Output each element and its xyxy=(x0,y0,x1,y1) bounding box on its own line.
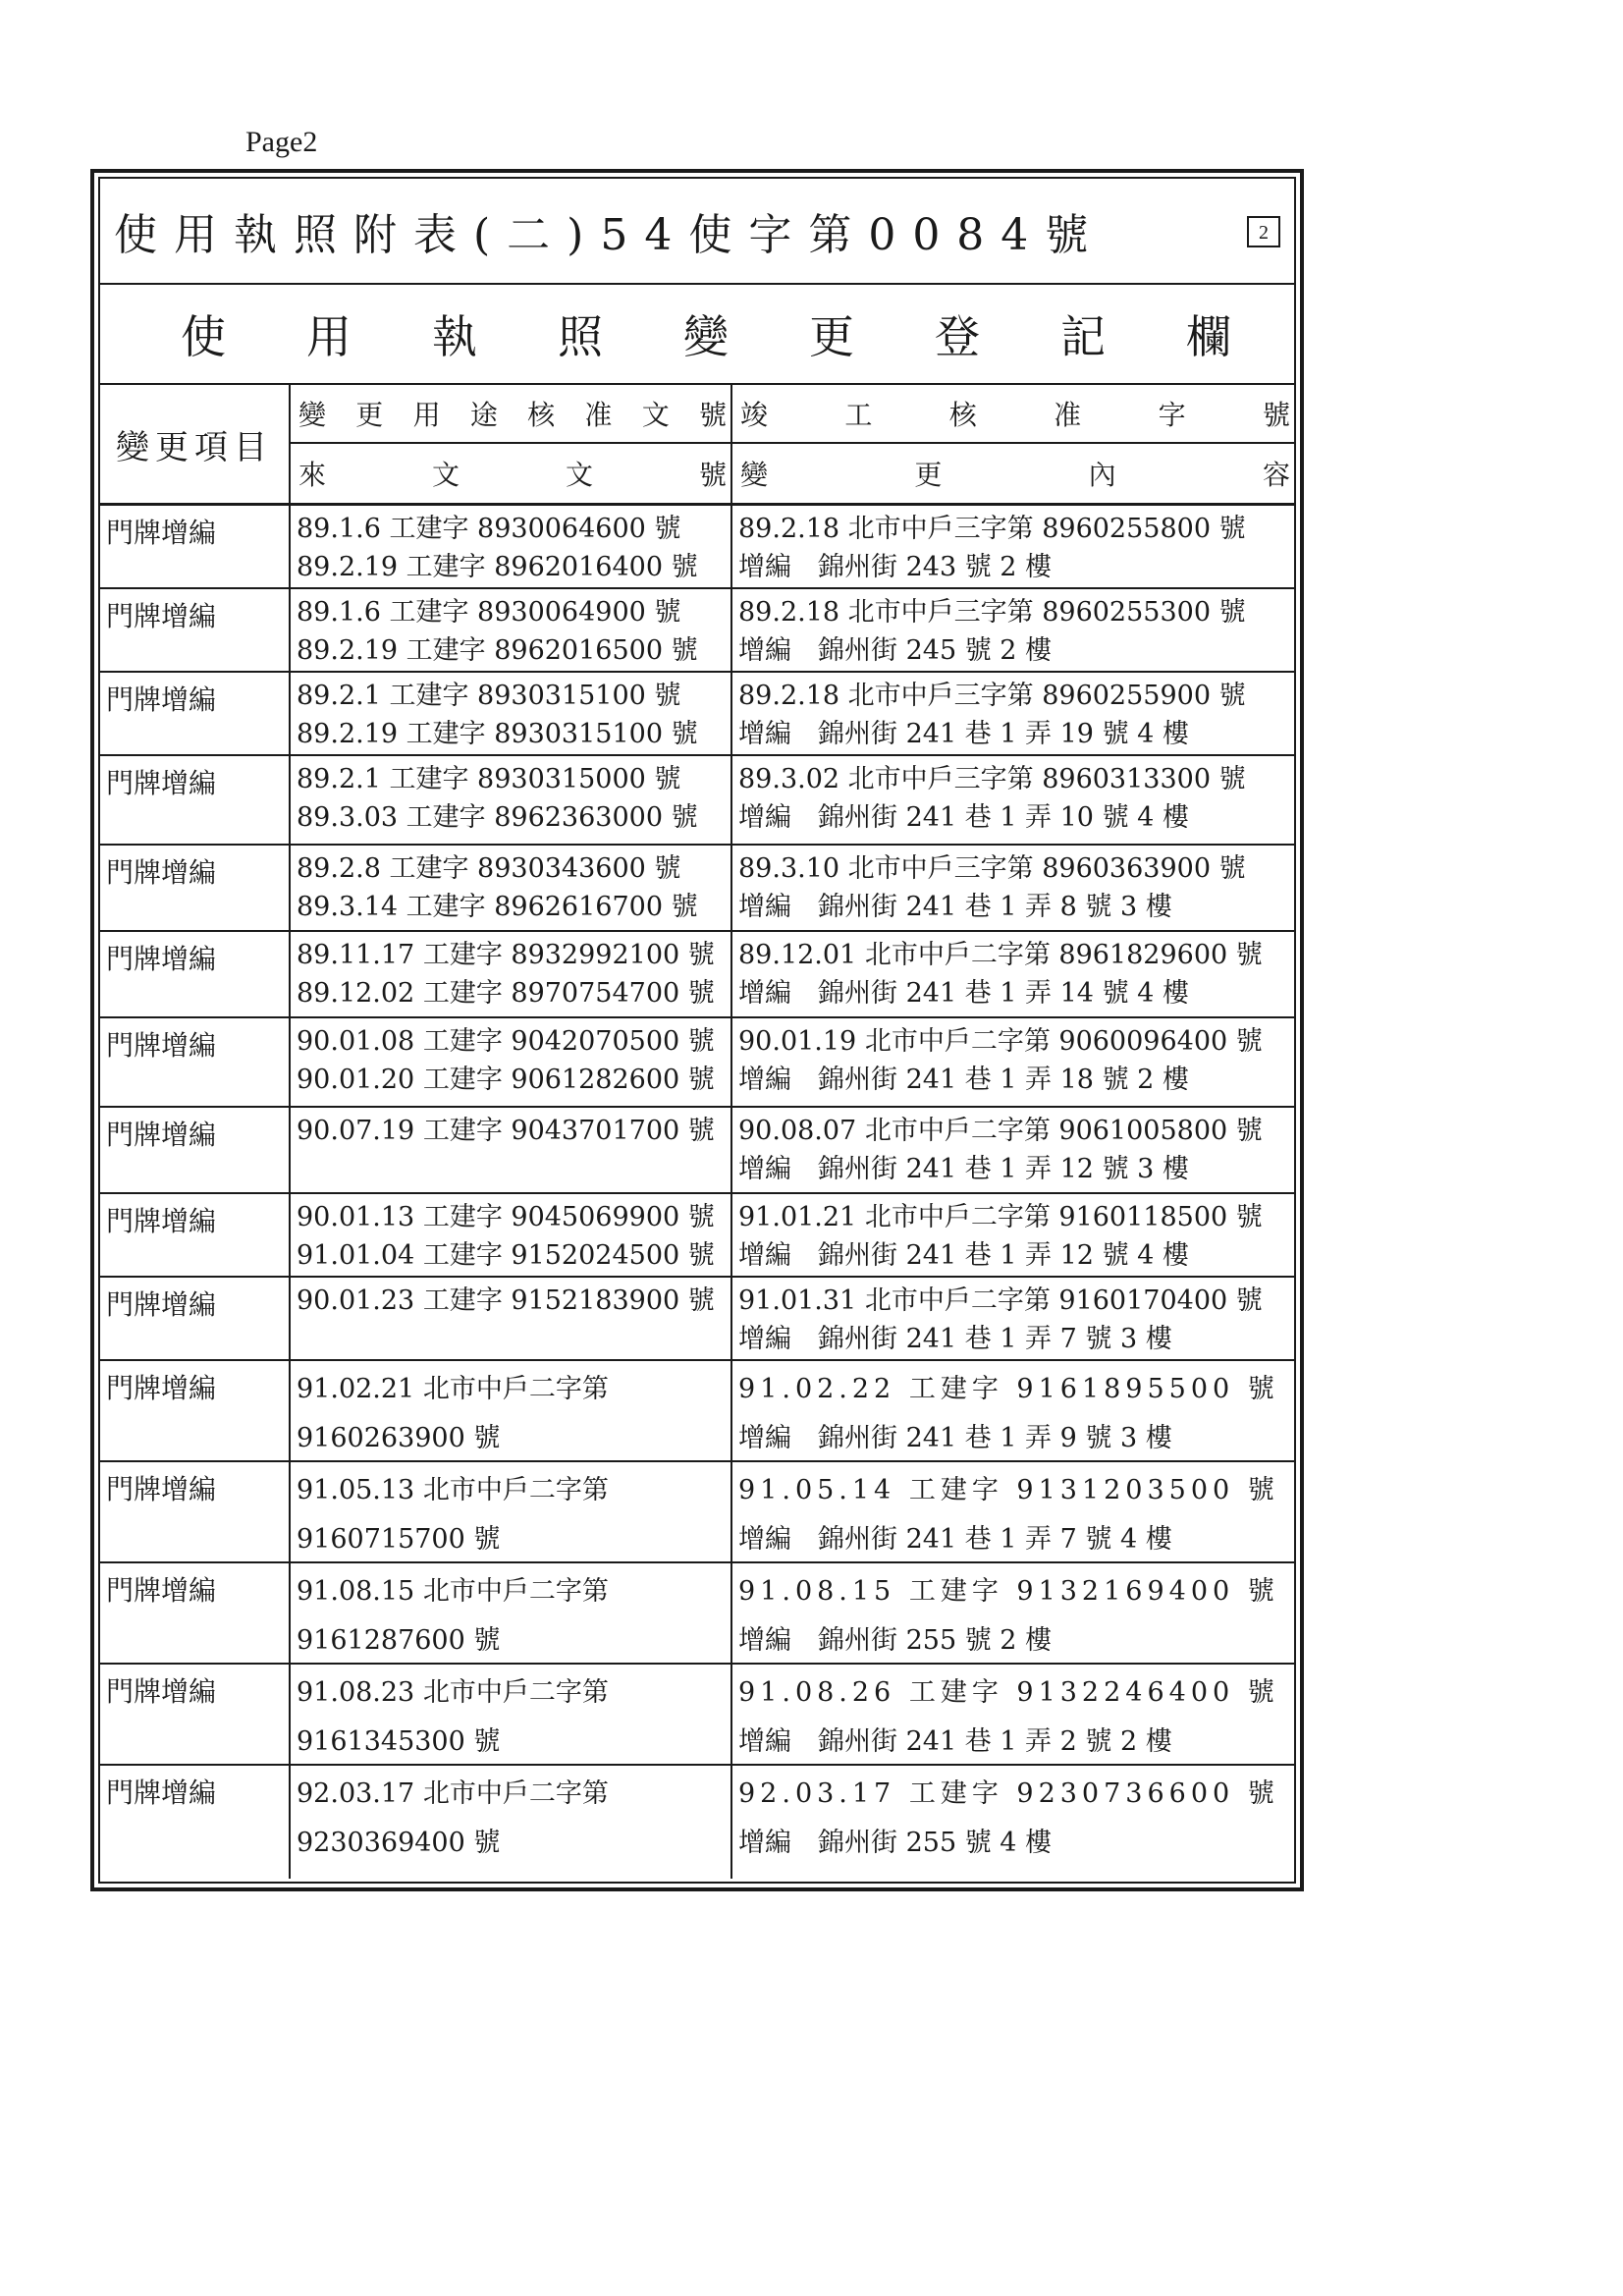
cell-line: 92.03.17 工建字 9230736600 號 xyxy=(738,1778,1279,1809)
cell-line: 90.01.08 工建字 9042070500 號 xyxy=(297,1026,715,1057)
table-row xyxy=(100,589,1294,673)
table-row xyxy=(100,1278,1294,1361)
header-char: 來 xyxy=(298,459,327,491)
doc-number-cell xyxy=(291,506,732,587)
cell-line: 9161287600 號 xyxy=(297,1625,501,1656)
doc-number-cell xyxy=(291,756,732,844)
change-item: 門牌增編 xyxy=(100,1563,291,1663)
cell-line: 增編 錦州街 241 巷 1 弄 14 號 4 樓 xyxy=(738,978,1189,1009)
section-title-char: 照 xyxy=(558,310,603,363)
doc-number-cell xyxy=(291,1278,732,1359)
cell-line: 增編 錦州街 241 巷 1 弄 19 號 4 樓 xyxy=(738,719,1189,749)
header-char: 號 xyxy=(698,459,727,491)
table-rows xyxy=(100,506,1294,1879)
header-char: 准 xyxy=(1054,399,1082,431)
cell-line xyxy=(297,1150,727,1188)
page-number-box: 2 xyxy=(1247,216,1280,247)
change-item: 門牌增編 xyxy=(100,1361,291,1460)
cell-line: 89.1.6 工建字 8930064600 號 xyxy=(297,514,681,544)
header-char: 文 xyxy=(431,459,460,491)
cell-line: 9161345300 號 xyxy=(297,1726,501,1757)
change-content-cell xyxy=(732,1563,1294,1663)
section-title-char: 登 xyxy=(935,310,980,363)
cell-line: 增編 錦州街 245 號 2 樓 xyxy=(738,635,1053,666)
section-title-char: 更 xyxy=(809,310,854,363)
doc-number-cell xyxy=(291,1462,732,1561)
change-content-cell xyxy=(732,932,1294,1016)
cell-line: 89.2.1 工建字 8930315000 號 xyxy=(297,764,681,794)
header-char: 文 xyxy=(641,399,670,431)
change-item: 門牌增編 xyxy=(100,1665,291,1764)
section-title xyxy=(100,285,1294,385)
header-char: 文 xyxy=(565,459,593,491)
change-content-cell xyxy=(732,1766,1294,1879)
change-content-cell xyxy=(732,1665,1294,1764)
cell-line: 90.01.20 工建字 9061282600 號 xyxy=(297,1065,715,1095)
doc-number-cell xyxy=(291,1194,732,1276)
header-char: 竣 xyxy=(740,399,769,431)
change-item: 門牌增編 xyxy=(100,932,291,1016)
cell-line: 增編 錦州街 241 巷 1 弄 10 號 4 樓 xyxy=(738,802,1189,833)
header-char: 核 xyxy=(527,399,556,431)
table-row xyxy=(100,846,1294,932)
table-row xyxy=(100,506,1294,589)
change-item: 門牌增編 xyxy=(100,846,291,930)
cell-line: 91.01.31 北市中戶二字第 9160170400 號 xyxy=(738,1285,1263,1316)
cell-line: 89.12.01 北市中戶二字第 8961829600 號 xyxy=(738,940,1263,970)
cell-line: 89.3.10 北市中戶三字第 8960363900 號 xyxy=(738,853,1246,884)
header-char: 號 xyxy=(1262,399,1290,431)
change-content-cell xyxy=(732,1361,1294,1460)
change-item: 門牌增編 xyxy=(100,673,291,754)
doc-number-cell xyxy=(291,846,732,930)
cell-line: 89.12.02 工建字 8970754700 號 xyxy=(297,978,715,1009)
cell-line: 增編 錦州街 241 巷 1 弄 7 號 3 樓 xyxy=(738,1324,1172,1354)
doc-number-cell xyxy=(291,1108,732,1192)
cell-line: 90.01.13 工建字 9045069900 號 xyxy=(297,1202,715,1232)
header-char: 字 xyxy=(1158,399,1186,431)
cell-line: 增編 錦州街 241 巷 1 弄 9 號 3 樓 xyxy=(738,1423,1172,1453)
change-item: 門牌增編 xyxy=(100,1108,291,1192)
section-title-char: 變 xyxy=(683,310,729,363)
table-row xyxy=(100,1361,1294,1462)
doc-number-cell xyxy=(291,673,732,754)
doc-number-cell xyxy=(291,1766,732,1879)
header-char: 核 xyxy=(948,399,977,431)
section-title-char: 執 xyxy=(432,310,477,363)
cell-line: 增編 錦州街 241 巷 1 弄 12 號 4 樓 xyxy=(738,1240,1189,1271)
section-title-char: 欄 xyxy=(1186,310,1231,363)
change-content-cell xyxy=(732,589,1294,671)
cell-line: 91.02.21 北市中戶二字第 xyxy=(297,1374,609,1404)
cell-line: 92.03.17 北市中戶二字第 xyxy=(297,1778,609,1809)
cell-line: 91.08.23 北市中戶二字第 xyxy=(297,1677,609,1708)
change-content-cell xyxy=(732,1462,1294,1561)
cell-line: 90.08.07 北市中戶二字第 9061005800 號 xyxy=(738,1116,1263,1146)
header-incoming-doc-no xyxy=(291,444,732,503)
document-title: 使用執照附表(二)54使字第0084號 xyxy=(114,210,1106,260)
table-row xyxy=(100,1665,1294,1766)
cell-line xyxy=(297,1320,727,1358)
change-content-cell xyxy=(732,1018,1294,1106)
table-header xyxy=(100,385,1294,506)
cell-line: 89.2.18 北市中戶三字第 8960255300 號 xyxy=(738,597,1246,628)
change-item: 門牌增編 xyxy=(100,756,291,844)
cell-line: 91.08.15 北市中戶二字第 xyxy=(297,1576,609,1607)
header-char: 變 xyxy=(298,399,327,431)
cell-line: 89.11.17 工建字 8932992100 號 xyxy=(297,940,715,970)
header-change-item: 變更項目 xyxy=(100,385,291,503)
cell-line: 89.2.18 北市中戶三字第 8960255900 號 xyxy=(738,681,1246,711)
change-content-cell xyxy=(732,1194,1294,1276)
cell-line: 90.07.19 工建字 9043701700 號 xyxy=(297,1116,715,1146)
cell-line: 89.3.02 北市中戶三字第 8960313300 號 xyxy=(738,764,1246,794)
change-item: 門牌增編 xyxy=(100,1018,291,1106)
cell-line: 90.01.19 北市中戶二字第 9060096400 號 xyxy=(738,1026,1263,1057)
cell-line: 89.1.6 工建字 8930064900 號 xyxy=(297,597,681,628)
cell-line: 91.05.14 工建字 9131203500 號 xyxy=(738,1475,1279,1505)
header-change-content xyxy=(732,444,1294,503)
header-char: 更 xyxy=(355,399,384,431)
doc-number-cell xyxy=(291,1665,732,1764)
doc-number-cell xyxy=(291,1361,732,1460)
cell-line: 89.3.03 工建字 8962363000 號 xyxy=(297,802,698,833)
header-char: 途 xyxy=(469,399,498,431)
cell-line: 增編 錦州街 241 巷 1 弄 18 號 2 樓 xyxy=(738,1065,1189,1095)
cell-line: 增編 錦州街 241 巷 1 弄 8 號 3 樓 xyxy=(738,892,1172,922)
cell-line: 91.05.13 北市中戶二字第 xyxy=(297,1475,609,1505)
cell-line: 89.2.19 工建字 8930315100 號 xyxy=(297,719,698,749)
cell-line: 90.01.23 工建字 9152183900 號 xyxy=(297,1285,715,1316)
cell-line: 89.2.19 工建字 8962016400 號 xyxy=(297,552,698,582)
cell-line: 增編 錦州街 241 巷 1 弄 7 號 4 樓 xyxy=(738,1524,1172,1555)
cell-line: 增編 錦州街 241 巷 1 弄 12 號 3 樓 xyxy=(738,1154,1189,1184)
change-item: 門牌增編 xyxy=(100,1278,291,1359)
header-completion-approval-no xyxy=(732,385,1294,444)
table-row xyxy=(100,673,1294,756)
page-label: Page2 xyxy=(245,126,318,158)
cell-line: 89.2.8 工建字 8930343600 號 xyxy=(297,853,681,884)
change-content-cell xyxy=(732,1278,1294,1359)
table-row xyxy=(100,1462,1294,1563)
doc-number-cell xyxy=(291,1018,732,1106)
cell-line: 91.08.26 工建字 9132246400 號 xyxy=(738,1677,1279,1708)
section-title-char: 使 xyxy=(181,310,226,363)
license-attachment-sheet xyxy=(90,169,1304,1891)
cell-line: 增編 錦州街 243 號 2 樓 xyxy=(738,552,1053,582)
title-row xyxy=(98,177,1296,285)
cell-line: 增編 錦州街 255 號 2 樓 xyxy=(738,1625,1053,1656)
section-title-char: 用 xyxy=(306,310,352,363)
cell-line: 增編 錦州街 255 號 4 樓 xyxy=(738,1828,1053,1858)
table-row xyxy=(100,756,1294,846)
cell-line: 89.2.19 工建字 8962016500 號 xyxy=(297,635,698,666)
cell-line: 91.01.04 工建字 9152024500 號 xyxy=(297,1240,715,1271)
cell-line: 89.3.14 工建字 8962616700 號 xyxy=(297,892,698,922)
cell-line: 9160263900 號 xyxy=(297,1423,501,1453)
table-row xyxy=(100,932,1294,1018)
change-content-cell xyxy=(732,756,1294,844)
change-registration-table xyxy=(98,285,1296,1884)
cell-line: 91.02.22 工建字 9161895500 號 xyxy=(738,1374,1279,1404)
header-usage-approval-no xyxy=(291,385,732,444)
table-row xyxy=(100,1018,1294,1108)
header-char: 號 xyxy=(698,399,727,431)
cell-line: 89.2.18 北市中戶三字第 8960255800 號 xyxy=(738,514,1246,544)
table-row xyxy=(100,1108,1294,1194)
change-content-cell xyxy=(732,673,1294,754)
cell-line: 91.01.21 北市中戶二字第 9160118500 號 xyxy=(738,1202,1263,1232)
cell-line: 9160715700 號 xyxy=(297,1524,501,1555)
change-content-cell xyxy=(732,506,1294,587)
table-row xyxy=(100,1563,1294,1665)
cell-line: 89.2.1 工建字 8930315100 號 xyxy=(297,681,681,711)
table-row xyxy=(100,1766,1294,1879)
change-item: 門牌增編 xyxy=(100,1766,291,1879)
change-content-cell xyxy=(732,1108,1294,1192)
change-item: 門牌增編 xyxy=(100,589,291,671)
table-row xyxy=(100,1194,1294,1278)
header-char: 容 xyxy=(1262,459,1290,491)
header-char: 變 xyxy=(740,459,769,491)
change-item: 門牌增編 xyxy=(100,506,291,587)
change-content-cell xyxy=(732,846,1294,930)
cell-line: 增編 錦州街 241 巷 1 弄 2 號 2 樓 xyxy=(738,1726,1172,1757)
header-char: 工 xyxy=(844,399,873,431)
header-char: 用 xyxy=(412,399,441,431)
doc-number-cell xyxy=(291,1563,732,1663)
cell-line: 9230369400 號 xyxy=(297,1828,501,1858)
doc-number-cell xyxy=(291,932,732,1016)
section-title-char: 記 xyxy=(1060,310,1106,363)
header-char: 內 xyxy=(1088,459,1116,491)
cell-line: 91.08.15 工建字 9132169400 號 xyxy=(738,1576,1279,1607)
doc-number-cell xyxy=(291,589,732,671)
change-item: 門牌增編 xyxy=(100,1462,291,1561)
change-item: 門牌增編 xyxy=(100,1194,291,1276)
header-char: 更 xyxy=(914,459,943,491)
header-char: 准 xyxy=(584,399,613,431)
